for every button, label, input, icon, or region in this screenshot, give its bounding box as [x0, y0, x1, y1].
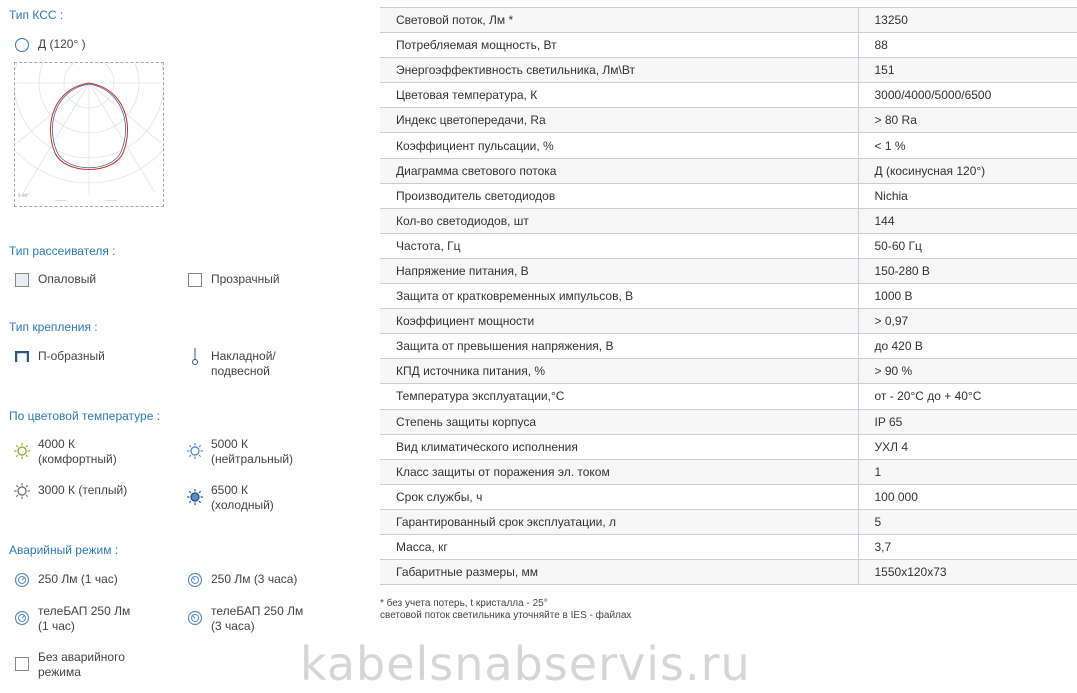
- mount-surface[interactable]: [187, 349, 276, 379]
- kss-option-label: Д (120° ): [38, 37, 86, 51]
- spec-key: Срок службы, ч: [380, 484, 858, 509]
- emergency-title: Аварийный режим :: [9, 543, 119, 557]
- spec-value: > 90 %: [858, 359, 1077, 384]
- spec-key: Габаритные размеры, мм: [380, 560, 858, 585]
- spec-value: до 420 В: [858, 334, 1077, 359]
- emergency-telebap-1h-label: телеБАП 250 Лм (1 час): [38, 604, 131, 633]
- mount-u-label: П-образный: [38, 349, 105, 363]
- sun-icon[interactable]: [14, 443, 30, 459]
- table-row: [380, 359, 1077, 384]
- colortemp-4000-label: 4000 К (комфортный): [38, 437, 117, 466]
- emergency-250-1h-label: 250 Лм (1 час): [38, 572, 118, 586]
- colortemp-title: По цветовой температуре :: [9, 409, 161, 423]
- sun-icon[interactable]: [187, 443, 203, 459]
- u-bracket-icon[interactable]: [14, 349, 30, 365]
- kss-option-d120[interactable]: [14, 37, 86, 53]
- spec-value: 151: [858, 58, 1077, 83]
- spec-key: Коэффициент пульсации, %: [380, 133, 858, 158]
- spec-value: 1: [858, 459, 1077, 484]
- table-row: [380, 309, 1077, 334]
- emergency-250-1h[interactable]: [14, 572, 118, 588]
- spec-value: УХЛ 4: [858, 434, 1077, 459]
- sun-icon[interactable]: [14, 483, 30, 499]
- colortemp-5000-label: 5000 К (нейтральный): [211, 437, 294, 466]
- colortemp-3000-label: 3000 К (теплый): [38, 483, 128, 497]
- mount-surface-label: Накладной/ подвесной: [211, 349, 276, 378]
- spec-key: Защита от кратковременных импульсов, В: [380, 284, 858, 309]
- mount-u-shaped[interactable]: [14, 349, 105, 365]
- table-row: [380, 183, 1077, 208]
- diffuser-clear-label: Прозрачный: [211, 272, 280, 286]
- gauge-icon[interactable]: [14, 610, 30, 626]
- spec-key: Световой поток, Лм *: [380, 8, 858, 33]
- spec-value: 50-60 Гц: [858, 233, 1077, 258]
- spec-value: от - 20°С до + 40°С: [858, 384, 1077, 409]
- emergency-telebap-3h[interactable]: [187, 604, 303, 634]
- emergency-250-3h-label: 250 Лм (3 часа): [211, 572, 298, 586]
- diffuser-title: Тип рассеивателя :: [9, 244, 116, 258]
- gauge-icon[interactable]: [187, 572, 203, 588]
- table-row: [380, 560, 1077, 585]
- spec-key: КПД источника питания, %: [380, 359, 858, 384]
- table-row: [380, 233, 1077, 258]
- table-row: [380, 284, 1077, 309]
- spec-key: Кол-во светодиодов, шт: [380, 208, 858, 233]
- watermark-text: kabelsnabservis.ru: [300, 637, 751, 691]
- table-row: [380, 208, 1077, 233]
- colortemp-4000[interactable]: [14, 437, 117, 467]
- spec-value: 3000/4000/5000/6500: [858, 83, 1077, 108]
- table-row: [380, 133, 1077, 158]
- spec-value: 1000 В: [858, 284, 1077, 309]
- table-row: [380, 534, 1077, 559]
- spec-value: 100 000: [858, 484, 1077, 509]
- colortemp-6500[interactable]: [187, 483, 274, 513]
- table-row: [380, 58, 1077, 83]
- diffuser-clear[interactable]: [187, 272, 280, 288]
- table-row: [380, 509, 1077, 534]
- table-row: [380, 258, 1077, 283]
- spec-key: Защита от превышения напряжения, В: [380, 334, 858, 359]
- table-row: [380, 434, 1077, 459]
- gauge-icon[interactable]: [187, 610, 203, 626]
- specs-table: [380, 7, 1077, 585]
- colortemp-3000[interactable]: [14, 483, 127, 499]
- polar-light-diagram: [14, 62, 164, 207]
- spec-key: Производитель светодиодов: [380, 183, 858, 208]
- spec-value: 3,7: [858, 534, 1077, 559]
- table-row: [380, 409, 1077, 434]
- spec-key: Напряжение питания, В: [380, 258, 858, 283]
- sun-icon[interactable]: [187, 489, 203, 505]
- spec-key: Цветовая температура, К: [380, 83, 858, 108]
- table-row: [380, 33, 1077, 58]
- spec-value: > 0,97: [858, 309, 1077, 334]
- spec-value: IP 65: [858, 409, 1077, 434]
- gauge-icon[interactable]: [14, 572, 30, 588]
- footnote-2: световой поток светильника уточняйте в IES - файлах: [380, 610, 632, 621]
- svg-text:———: ———: [105, 198, 117, 203]
- spec-value: 150-280 В: [858, 258, 1077, 283]
- diffuser-opal-label: Опаловый: [38, 272, 97, 286]
- diffuser-opal[interactable]: [14, 272, 96, 288]
- specs-table-body: [380, 8, 1077, 585]
- emergency-telebap-3h-label: телеБАП 250 Лм (3 часа): [211, 604, 304, 633]
- spec-key: Частота, Гц: [380, 233, 858, 258]
- radio-icon[interactable]: [14, 37, 30, 53]
- spec-value: 13250: [858, 8, 1077, 33]
- table-row: [380, 334, 1077, 359]
- spec-value: Nichia: [858, 183, 1077, 208]
- emergency-none-label: Без аварийного режима: [38, 650, 125, 679]
- spec-key: Диаграмма светового потока: [380, 158, 858, 183]
- table-row: [380, 459, 1077, 484]
- spec-key: Коэффициент мощности: [380, 309, 858, 334]
- spec-value: > 80 Ra: [858, 108, 1077, 133]
- table-row: [380, 8, 1077, 33]
- spec-key: Масса, кг: [380, 534, 858, 559]
- checkbox-icon[interactable]: [14, 656, 30, 672]
- footnote-1: * без учета потерь, t кристалла - 25°: [380, 598, 548, 609]
- colortemp-6500-label: 6500 К (холодный): [211, 483, 274, 512]
- checkbox-icon[interactable]: [187, 272, 203, 288]
- mount-title: Тип крепления :: [9, 320, 98, 334]
- suspension-icon[interactable]: [187, 349, 203, 365]
- spec-key: Вид климатического исполнения: [380, 434, 858, 459]
- spec-value: 1550х120х73: [858, 560, 1077, 585]
- table-row: [380, 384, 1077, 409]
- spec-key: Класс защиты от поражения эл. током: [380, 459, 858, 484]
- spec-value: < 1 %: [858, 133, 1077, 158]
- spec-key: Температура эксплуатации,°С: [380, 384, 858, 409]
- spec-value: 5: [858, 509, 1077, 534]
- svg-text:0-90°: 0-90°: [18, 193, 30, 198]
- spec-key: Энергоэффективность светильника, Лм\Вт: [380, 58, 858, 83]
- table-row: [380, 108, 1077, 133]
- polar-diagram-svg: [15, 63, 163, 206]
- emergency-telebap-1h[interactable]: [14, 604, 130, 634]
- options-panel: [0, 0, 370, 693]
- kss-title: Тип КСС :: [9, 8, 64, 22]
- emergency-250-3h[interactable]: [187, 572, 297, 588]
- table-row: [380, 158, 1077, 183]
- spec-key: Гарантированный срок эксплуатации, л: [380, 509, 858, 534]
- spec-value: 144: [858, 208, 1077, 233]
- spec-key: Потребляемая мощность, Вт: [380, 33, 858, 58]
- colortemp-5000[interactable]: [187, 437, 293, 467]
- svg-text:———: ———: [55, 198, 67, 203]
- emergency-none[interactable]: [14, 650, 125, 680]
- spec-key: Степень защиты корпуса: [380, 409, 858, 434]
- table-row: [380, 484, 1077, 509]
- spec-value: 88: [858, 33, 1077, 58]
- checkbox-icon[interactable]: [14, 272, 30, 288]
- table-row: [380, 83, 1077, 108]
- spec-key: Индекс цветопередачи, Ra: [380, 108, 858, 133]
- spec-value: Д (косинусная 120°): [858, 158, 1077, 183]
